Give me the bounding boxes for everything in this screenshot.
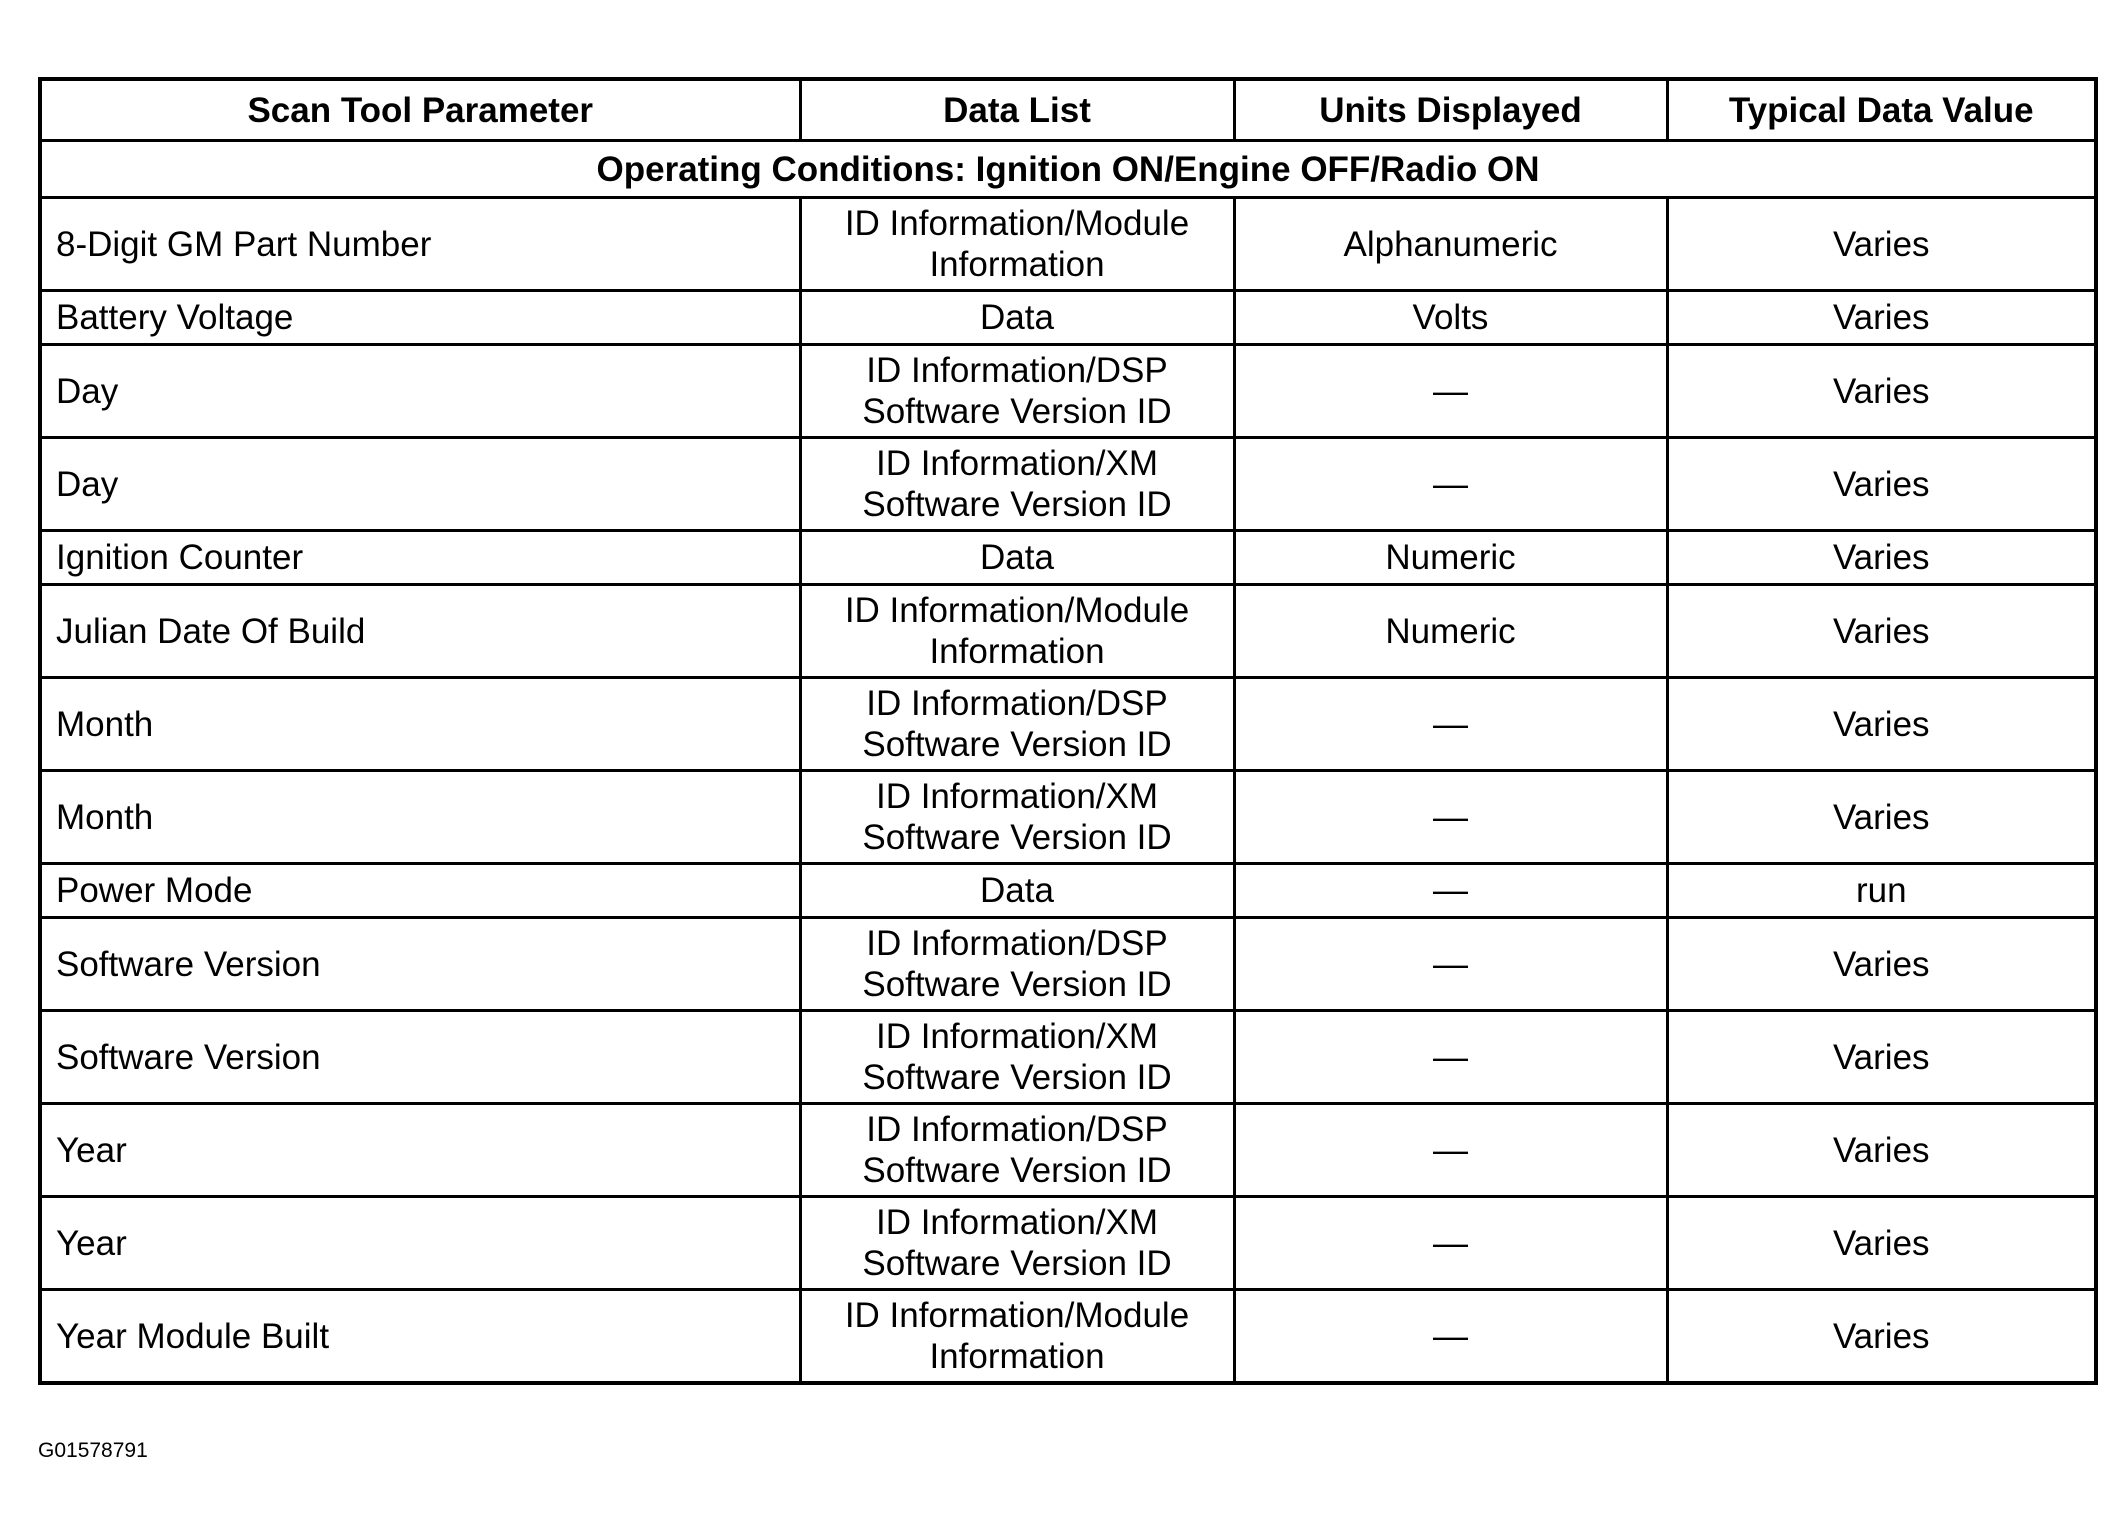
cell-typical-value: Varies (1667, 531, 2096, 585)
column-header-data-list: Data List (800, 79, 1234, 141)
cell-data-list: Data (800, 864, 1234, 918)
cell-typical-value: Varies (1667, 1290, 2096, 1384)
cell-data-list: ID Information/Module Information (800, 198, 1234, 291)
cell-data-list: ID Information/Module Information (800, 1290, 1234, 1384)
cell-data-list: ID Information/DSP Software Version ID (800, 678, 1234, 771)
cell-parameter: Julian Date Of Build (40, 585, 800, 678)
table-row (40, 198, 2096, 291)
cell-parameter: Day (40, 345, 800, 438)
cell-typical-value: Varies (1667, 771, 2096, 864)
operating-conditions-row (40, 141, 2096, 198)
header-row (40, 79, 2096, 141)
cell-typical-value: Varies (1667, 438, 2096, 531)
cell-units: Alphanumeric (1234, 198, 1667, 291)
column-header-scan-tool-parameter: Scan Tool Parameter (40, 79, 800, 141)
cell-typical-value: Varies (1667, 198, 2096, 291)
cell-typical-value: Varies (1667, 291, 2096, 345)
cell-data-list: ID Information/DSP Software Version ID (800, 918, 1234, 1011)
figure-id: G01578791 (38, 1439, 148, 1462)
table-row (40, 438, 2096, 531)
table-row (40, 585, 2096, 678)
cell-typical-value: Varies (1667, 1104, 2096, 1197)
table-row (40, 1197, 2096, 1290)
cell-units: — (1234, 345, 1667, 438)
cell-units: — (1234, 771, 1667, 864)
cell-parameter: Month (40, 771, 800, 864)
table-row (40, 771, 2096, 864)
cell-data-list: ID Information/XM Software Version ID (800, 1011, 1234, 1104)
table-row (40, 678, 2096, 771)
table-row (40, 1011, 2096, 1104)
cell-units: Volts (1234, 291, 1667, 345)
cell-typical-value: Varies (1667, 678, 2096, 771)
cell-data-list: ID Information/XM Software Version ID (800, 771, 1234, 864)
cell-units: — (1234, 438, 1667, 531)
column-header-typical-data-value: Typical Data Value (1667, 79, 2096, 141)
cell-typical-value: Varies (1667, 345, 2096, 438)
table-row (40, 1104, 2096, 1197)
cell-parameter: Software Version (40, 918, 800, 1011)
table-row (40, 345, 2096, 438)
cell-parameter: Year Module Built (40, 1290, 800, 1384)
cell-units: — (1234, 1197, 1667, 1290)
column-header-units-displayed: Units Displayed (1234, 79, 1667, 141)
table-row (40, 918, 2096, 1011)
cell-parameter: Software Version (40, 1011, 800, 1104)
scan-tool-data-table (38, 77, 2098, 1385)
table-row (40, 291, 2096, 345)
cell-data-list: ID Information/Module Information (800, 585, 1234, 678)
cell-units: — (1234, 918, 1667, 1011)
table-row (40, 531, 2096, 585)
cell-units: Numeric (1234, 585, 1667, 678)
cell-data-list: ID Information/XM Software Version ID (800, 1197, 1234, 1290)
cell-units: — (1234, 678, 1667, 771)
cell-typical-value: run (1667, 864, 2096, 918)
cell-parameter: Month (40, 678, 800, 771)
cell-data-list: ID Information/DSP Software Version ID (800, 1104, 1234, 1197)
table-row (40, 864, 2096, 918)
cell-typical-value: Varies (1667, 1011, 2096, 1104)
cell-parameter: Ignition Counter (40, 531, 800, 585)
cell-typical-value: Varies (1667, 585, 2096, 678)
cell-data-list: Data (800, 531, 1234, 585)
cell-units: — (1234, 1011, 1667, 1104)
cell-parameter: Day (40, 438, 800, 531)
cell-parameter: Year (40, 1104, 800, 1197)
cell-typical-value: Varies (1667, 1197, 2096, 1290)
cell-typical-value: Varies (1667, 918, 2096, 1011)
cell-units: Numeric (1234, 531, 1667, 585)
cell-data-list: Data (800, 291, 1234, 345)
cell-units: — (1234, 864, 1667, 918)
cell-parameter: Power Mode (40, 864, 800, 918)
cell-parameter: 8-Digit GM Part Number (40, 198, 800, 291)
cell-data-list: ID Information/DSP Software Version ID (800, 345, 1234, 438)
operating-conditions: Operating Conditions: Ignition ON/Engine OFF/Radio ON (40, 141, 2096, 198)
cell-units: — (1234, 1104, 1667, 1197)
cell-parameter: Year (40, 1197, 800, 1290)
cell-units: — (1234, 1290, 1667, 1384)
cell-data-list: ID Information/XM Software Version ID (800, 438, 1234, 531)
table-row (40, 1290, 2096, 1384)
cell-parameter: Battery Voltage (40, 291, 800, 345)
